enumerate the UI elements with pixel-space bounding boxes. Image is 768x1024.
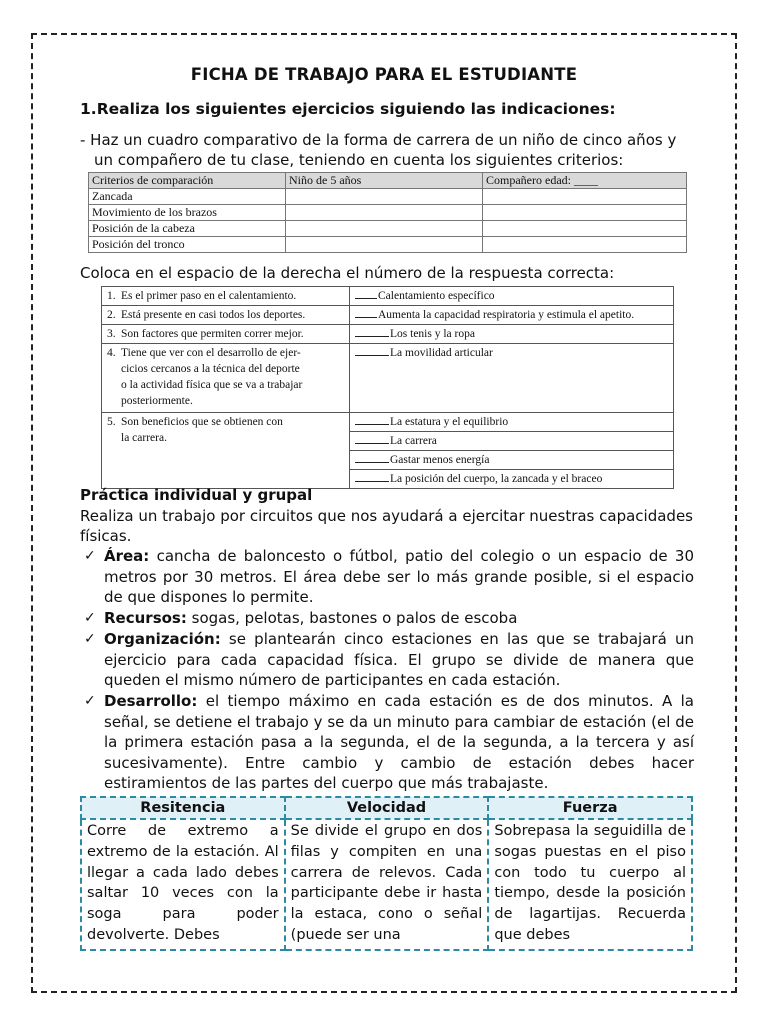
answer-cell[interactable] [286, 221, 483, 237]
answer-blank[interactable] [355, 327, 389, 337]
station-cell: Corre de extremo a extremo de la estación. Al llegar a cada lado debes saltar 10 veces con la soga para poder devolverte. Debes [81, 819, 285, 950]
column-header: Resitencia [81, 797, 285, 819]
question-item: 3. Son factores que permiten correr mejor. [102, 325, 350, 344]
table-row [89, 221, 687, 237]
table-header-row [81, 797, 692, 819]
matching-table [101, 286, 674, 489]
table-row [102, 413, 674, 432]
practice-heading: Práctica individual y grupal [80, 486, 313, 504]
table-row [89, 205, 687, 221]
bullet-development: Desarrollo: el tiempo máximo en cada estación es de dos minutos. A la señal, se detiene el trabajo y se da un minuto para cambiar de estación (el de la primera estación pasa a la segunda, el de la segunda, a la tercera y así sucesivamente). Entre cambio y cambio de estación debes hacer estiramientos de las partes del cuerpo que más trabajaste. [104, 692, 694, 792]
answer-blank[interactable] [355, 308, 377, 318]
answer-blank[interactable] [355, 434, 389, 444]
table-row [81, 819, 692, 950]
criteria-cell: Posición del tronco [89, 237, 286, 253]
practice-intro: Realiza un trabajo por circuitos que nos ayudará a ejercitar nuestras capacidades físicas. [80, 507, 693, 545]
intro-paragraph: - Haz un cuadro comparativo de la forma de carrera de un niño de cinco años y un compañero de tu clase, teniendo en cuenta los siguientes criterios: [80, 131, 677, 169]
bullet-area: Área: cancha de baloncesto o fútbol, patio del colegio o un espacio de 30 metros por 30 metros. El área debe ser lo más grande posible, si el espacio de que dispones lo permite. [104, 547, 694, 606]
answer-item: Gastar menos energía [350, 451, 674, 470]
column-header: Velocidad [285, 797, 489, 819]
worksheet-title: FICHA DE TRABAJO PARA EL ESTUDIANTE [190, 65, 578, 84]
question-item: 1. Es el primer paso en el calentamiento. [102, 287, 350, 306]
answer-cell[interactable] [483, 205, 687, 221]
question-item: 2. Está presente en casi todos los deportes. [102, 306, 350, 325]
answer-item: Calentamiento específico [350, 287, 674, 306]
answer-item: Aumenta la capacidad respiratoria y estimula el apetito. [350, 306, 674, 325]
answer-item: La posición del cuerpo, la zancada y el braceo [350, 470, 674, 489]
answer-cell[interactable] [483, 189, 687, 205]
section-heading-text: Realiza los siguientes ejercicios siguiendo las indicaciones: [96, 100, 616, 118]
table-row [102, 287, 674, 306]
column-header: Fuerza [488, 797, 692, 819]
question-item: 4. Tiene que ver con el desarrollo de ejer- cicios cercanos a la técnica del deporte o la actividad física que se va a trabajar posteriormente. [102, 344, 350, 413]
column-header: Compañero edad: ____ [483, 173, 687, 189]
table-row [102, 344, 674, 413]
comparison-table [88, 172, 687, 253]
answer-blank[interactable] [355, 453, 389, 463]
question-item: 5. Son beneficios que se obtienen con la carrera. [102, 413, 350, 489]
criteria-cell: Posición de la cabeza [89, 221, 286, 237]
table-row [102, 306, 674, 325]
answer-cell[interactable] [286, 205, 483, 221]
check-icon: ✓ [84, 693, 96, 709]
instruction-matching: Coloca en el espacio de la derecha el número de la respuesta correcta: [80, 264, 615, 282]
answer-item: La estatura y el equilibrio [350, 413, 674, 432]
table-row [89, 237, 687, 253]
answer-cell[interactable] [286, 189, 483, 205]
answer-blank[interactable] [355, 472, 389, 482]
column-header: Niño de 5 años [286, 173, 483, 189]
answer-cell[interactable] [286, 237, 483, 253]
criteria-cell: Movimiento de los brazos [89, 205, 286, 221]
table-row [102, 325, 674, 344]
section-heading [80, 100, 616, 118]
check-icon: ✓ [84, 631, 96, 647]
bullet-organization: Organización: se plantearán cinco estaciones en las que se trabajará un ejercicio para cada capacidad física. El grupo se divide de manera que queden el mismo número de participantes en cada estación. [104, 630, 694, 689]
section-number: 1. [80, 100, 97, 118]
table-header-row [89, 173, 687, 189]
answer-blank[interactable] [355, 415, 389, 425]
check-icon: ✓ [84, 548, 96, 564]
answer-cell[interactable] [483, 237, 687, 253]
answer-blank[interactable] [355, 289, 377, 299]
column-header: Criterios de comparación [89, 173, 286, 189]
station-cell: Sobrepasa la seguidilla de sogas puestas en el piso con todo tu cuerpo al tiempo, desde la posición de lagartijas. Recuerda que debes [488, 819, 692, 950]
stations-table [80, 796, 693, 951]
answer-blank[interactable] [355, 346, 389, 356]
table-row [89, 189, 687, 205]
station-cell: Se divide el grupo en dos filas y compiten en una carrera de relevos. Cada participante debe ir hasta la estaca, cono o señal (puede ser una [285, 819, 489, 950]
answer-item: La movilidad articular [350, 344, 674, 413]
bullet-resources: Recursos: sogas, pelotas, bastones o palos de escoba [104, 609, 518, 627]
check-icon: ✓ [84, 610, 96, 626]
answer-cell[interactable] [483, 221, 687, 237]
answer-item: Los tenis y la ropa [350, 325, 674, 344]
criteria-cell: Zancada [89, 189, 286, 205]
answer-item: La carrera [350, 432, 674, 451]
